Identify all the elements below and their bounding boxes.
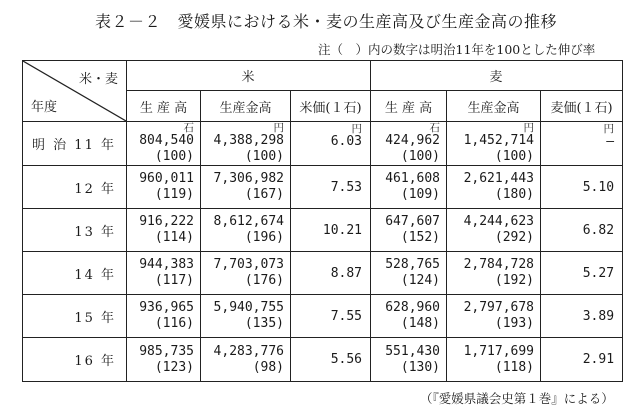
unit-yen: 円 xyxy=(273,121,284,134)
rice-value-cell: 5,940,755 (135) xyxy=(201,295,291,338)
wheat-value-cell: 円 1,452,714 (100) xyxy=(447,122,541,166)
group-header-wheat: 麦 xyxy=(371,61,623,91)
wheat-value-cell: 2,621,443 (180) xyxy=(447,166,541,209)
rice-value-cell: 円 4,388,298 (100) xyxy=(201,122,291,166)
table-row xyxy=(23,295,623,338)
col-header-rice-value: 生産金高 xyxy=(201,91,291,122)
rice-production-cell: 944,383 (117) xyxy=(127,252,201,295)
year-cell: 13 年 xyxy=(23,209,127,252)
wheat-value-cell: 2,784,728 (192) xyxy=(447,252,541,295)
wheat-production-cell: 551,430 (130) xyxy=(371,338,447,382)
data-table xyxy=(22,60,623,382)
unit-yen: 円 xyxy=(351,123,363,135)
rice-price-cell: 5.56 xyxy=(291,338,371,382)
table-row xyxy=(23,166,623,209)
wheat-price-cell: 5.27 xyxy=(541,252,623,295)
rice-production-cell: 936,965 (116) xyxy=(127,295,201,338)
wheat-value-cell: 4,244,623 (292) xyxy=(447,209,541,252)
col-header-wheat-value: 生産金高 xyxy=(447,91,541,122)
wheat-value-cell: 1,717,699 (118) xyxy=(447,338,541,382)
rice-price-cell: 10.21 xyxy=(291,209,371,252)
rice-value-cell: 4,283,776 (98) xyxy=(201,338,291,382)
wheat-price-cell: 2.91 xyxy=(541,338,623,382)
rice-production-cell: 985,735 (123) xyxy=(127,338,201,382)
rice-value-cell: 7,306,982 (167) xyxy=(201,166,291,209)
wheat-production-cell: 石 424,962 (100) xyxy=(371,122,447,166)
table-title: 表２－２ 愛媛県における米・麦の生産高及び生産金高の推移 xyxy=(95,12,558,31)
table-row xyxy=(23,122,623,166)
year-cell: 15 年 xyxy=(23,295,127,338)
group-header-rice: 米 xyxy=(127,61,371,91)
wheat-production-cell: 628,960 (148) xyxy=(371,295,447,338)
wheat-price-cell: 3.89 xyxy=(541,295,623,338)
year-cell: 12 年 xyxy=(23,166,127,209)
rice-production-cell: 石 804,540 (100) xyxy=(127,122,201,166)
unit-yen: 円 xyxy=(603,123,615,135)
source-citation: （『愛媛県議会史第１巻』による） xyxy=(420,391,614,406)
wheat-price-cell: 6.82 xyxy=(541,209,623,252)
table-row xyxy=(23,338,623,382)
table-row xyxy=(23,252,623,295)
corner-label-year: 年度 xyxy=(31,100,58,115)
rice-value-cell: 7,703,073 (176) xyxy=(201,252,291,295)
corner-header xyxy=(23,61,127,122)
year-cell: 14 年 xyxy=(23,252,127,295)
unit-koku: 石 xyxy=(429,121,441,134)
rice-value-cell: 8,612,674 (196) xyxy=(201,209,291,252)
rice-price-cell: 円 6.03 xyxy=(291,122,371,166)
year-cell: 16 年 xyxy=(23,338,127,382)
wheat-production-cell: 528,765 (124) xyxy=(371,252,447,295)
col-header-wheat-price: 麦価(１石) xyxy=(541,91,623,122)
col-header-rice-production: 生 産 高 xyxy=(127,91,201,122)
col-header-wheat-production: 生 産 高 xyxy=(371,91,447,122)
wheat-price-cell: 円 — xyxy=(541,122,623,166)
rice-price-cell: 7.55 xyxy=(291,295,371,338)
rice-price-cell: 8.87 xyxy=(291,252,371,295)
rice-production-cell: 960,011 (119) xyxy=(127,166,201,209)
rice-production-cell: 916,222 (114) xyxy=(127,209,201,252)
corner-label-crops: 米・麦 xyxy=(78,72,118,87)
wheat-price-cell: 5.10 xyxy=(541,166,623,209)
unit-koku: 石 xyxy=(183,121,194,134)
table-row xyxy=(23,209,623,252)
wheat-production-cell: 461,608 (109) xyxy=(371,166,447,209)
table-note: 注（ ）内の数字は明治11年を100とした伸び率 xyxy=(318,42,596,57)
rice-price-cell: 7.53 xyxy=(291,166,371,209)
wheat-value-cell: 2,797,678 (193) xyxy=(447,295,541,338)
wheat-production-cell: 647,607 (152) xyxy=(371,209,447,252)
unit-yen: 円 xyxy=(523,121,535,134)
year-cell: 明 治 11 年 xyxy=(23,122,127,166)
col-header-rice-price: 米価(１石) xyxy=(291,91,371,122)
